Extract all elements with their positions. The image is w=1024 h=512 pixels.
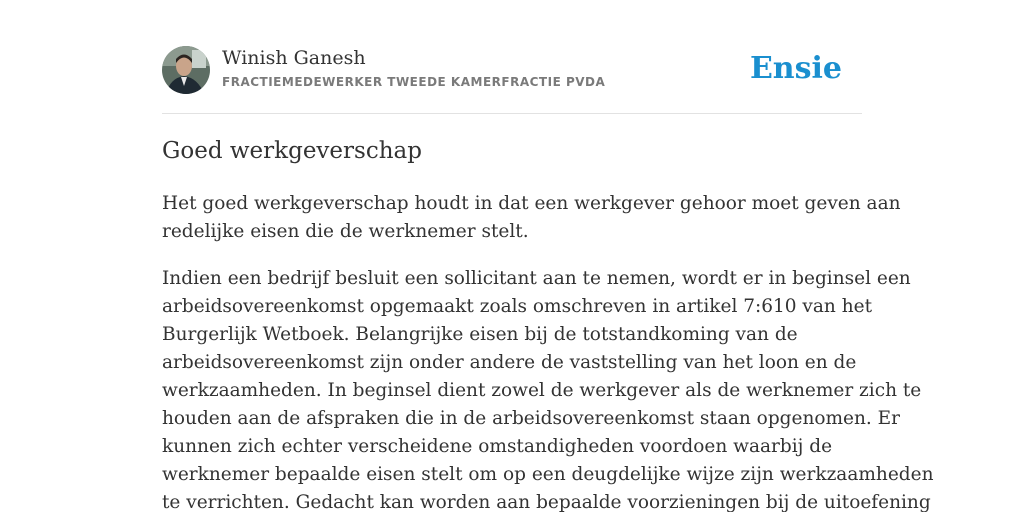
author-name[interactable]: Winish Ganesh — [222, 47, 366, 69]
avatar-photo — [162, 46, 210, 94]
text-line: werkzaamheden. In beginsel dient zowel de werkgever als de werknemer zich te — [162, 380, 922, 401]
divider — [162, 113, 862, 114]
text-line: arbeidsovereenkomst zijn onder andere de vaststelling van het loon en de — [162, 352, 857, 373]
text-line: kunnen zich echter verscheidene omstandigheden voordoen waarbij de — [162, 436, 833, 457]
brand-logo[interactable]: Ensie — [749, 51, 842, 86]
text-line: te verrichten. Gedacht kan worden aan bepaalde voorzieningen bij de uitoefening — [162, 492, 931, 512]
text-line: Indien een bedrijf besluit een sollicitant aan te nemen, wordt er in beginsel een — [162, 268, 911, 289]
paragraph — [162, 265, 934, 512]
article-title: Goed werkgeverschap — [162, 138, 422, 164]
paragraph — [162, 190, 901, 246]
text-line: houden aan de afspraken die in de arbeidsovereenkomst staan opgenomen. Er — [162, 408, 901, 429]
author-header — [162, 46, 862, 96]
author-role: FRACTIEMEDEWERKER TWEEDE KAMERFRACTIE PVDA — [222, 75, 606, 89]
text-line: Burgerlijk Wetboek. Belangrijke eisen bij de totstandkoming van de — [162, 324, 798, 345]
text-line: Het goed werkgeverschap houdt in dat een werkgever gehoor moet geven aan — [162, 193, 901, 214]
text-line: redelijke eisen die de werknemer stelt. — [162, 221, 529, 242]
avatar[interactable] — [162, 46, 210, 94]
text-line: werknemer bepaalde eisen stelt om op een deugdelijke wijze zijn werkzaamheden — [162, 464, 934, 485]
article-body — [162, 190, 934, 512]
text-line: arbeidsovereenkomst opgemaakt zoals omschreven in artikel 7:610 van het — [162, 296, 873, 317]
